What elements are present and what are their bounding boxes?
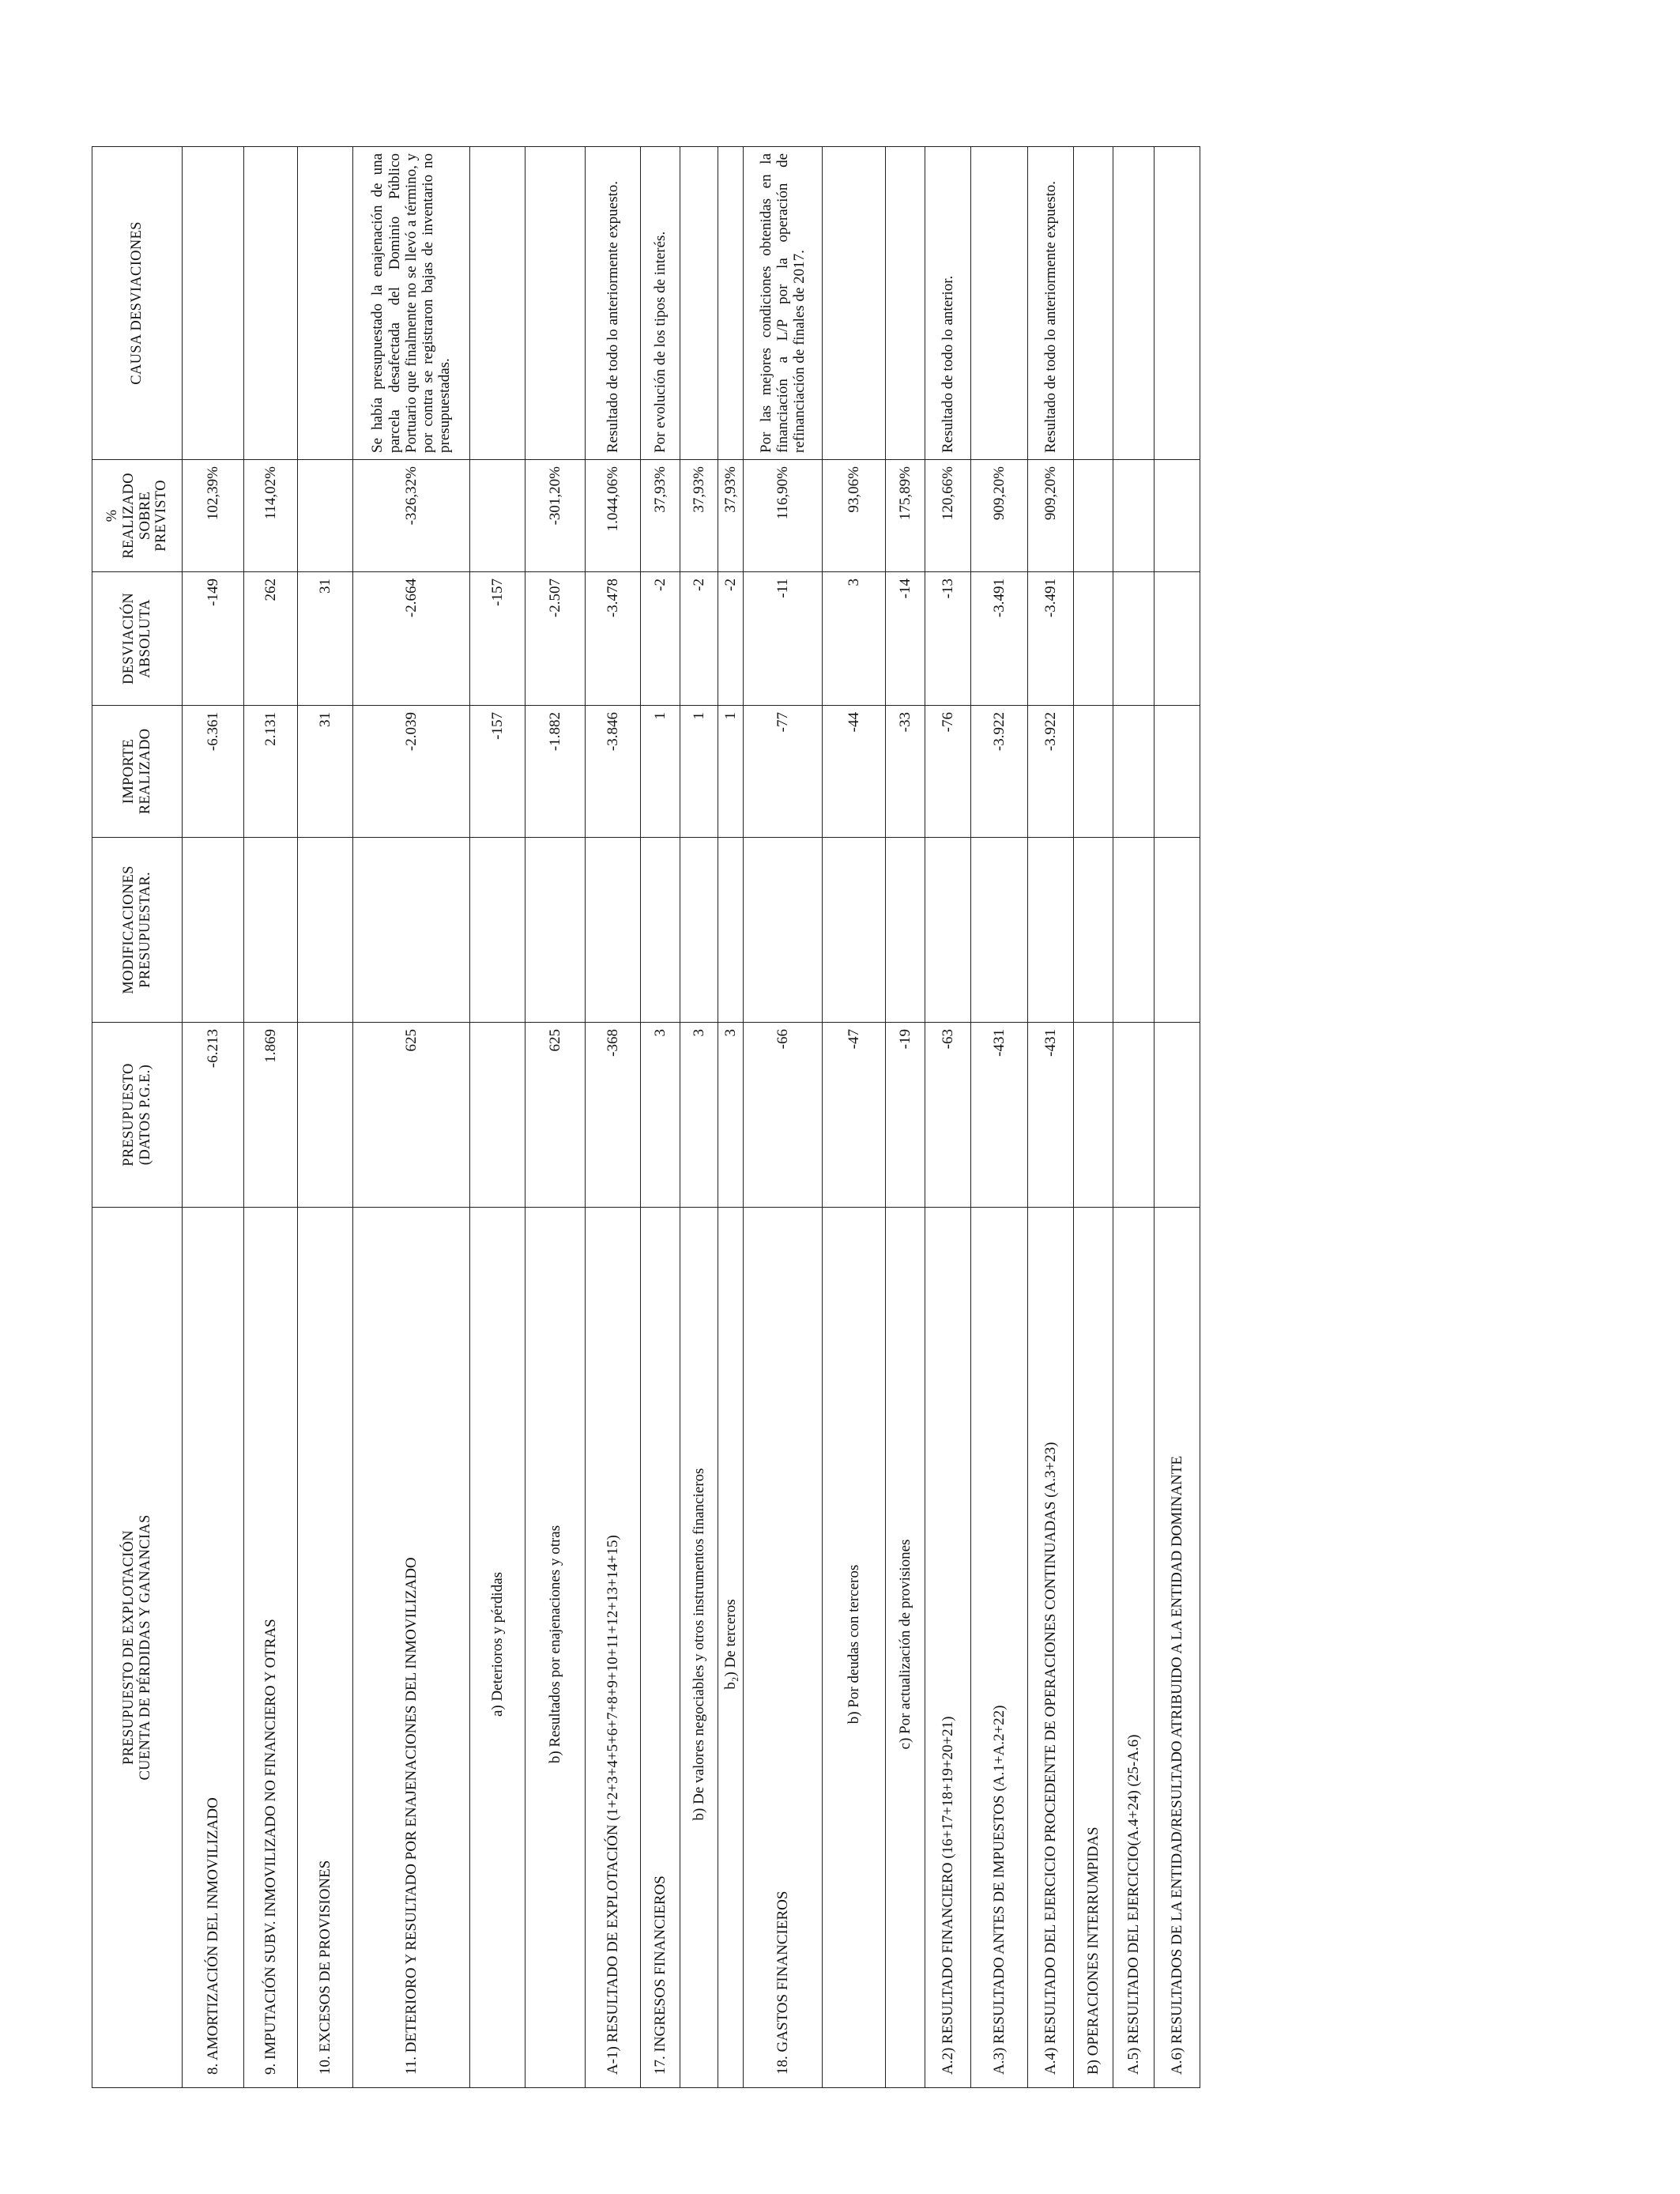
budget-cell: -6.213: [183, 1023, 244, 1208]
realized-cell: 1: [680, 706, 718, 838]
header-modifications-line2: PRESUPUESTAR.: [137, 872, 153, 988]
percent-cell: [1074, 460, 1113, 572]
budget-cell: 1.869: [244, 1023, 298, 1208]
realized-cell: -157: [470, 706, 525, 838]
percent-cell: 909,20%: [971, 460, 1028, 572]
header-cause: CAUSA DESVIACIONES: [92, 147, 183, 460]
realized-cell: -3.922: [1028, 706, 1074, 838]
realized-cell: -3.922: [971, 706, 1028, 838]
percent-cell: 37,93%: [718, 460, 744, 572]
modifications-cell: [925, 838, 971, 1023]
table-row: [183, 147, 244, 2088]
header-percent: [92, 460, 183, 572]
percent-cell: 116,90%: [744, 460, 823, 572]
modifications-cell: [886, 838, 925, 1023]
percent-cell: [298, 460, 353, 572]
deviation-cell: 3: [823, 572, 886, 706]
concept-cell: 18. GASTOS FINANCIEROS: [744, 1208, 823, 2088]
deviation-table: [92, 146, 1200, 2088]
header-percent-line1: % REALIZADO: [104, 473, 137, 559]
concept-cell: A-1) RESULTADO DE EXPLOTACIÓN (1+2+3+4+5+6+7+8+9+10+11+12+13+14+15): [586, 1208, 641, 2088]
modifications-cell: [586, 838, 641, 1023]
percent-cell: 909,20%: [1028, 460, 1074, 572]
deviation-cell: -3.491: [971, 572, 1028, 706]
cause-cell: Resultado de todo lo anteriormente expuesto.: [1028, 147, 1074, 460]
deviation-cell: -2.664: [353, 572, 470, 706]
budget-cell: [1155, 1023, 1200, 1208]
cause-cell: [1113, 147, 1155, 460]
modifications-cell: [298, 838, 353, 1023]
deviation-cell: 31: [298, 572, 353, 706]
table-row: [586, 147, 641, 2088]
deviation-cell: -14: [886, 572, 925, 706]
deviation-cell: -149: [183, 572, 244, 706]
percent-cell: [1113, 460, 1155, 572]
concept-cell: A.4) RESULTADO DEL EJERCICIO PROCEDENTE DE OPERACIONES CONTINUADAS (A.3+23): [1028, 1208, 1074, 2088]
deviation-cell: 262: [244, 572, 298, 706]
deviation-cell: -2.507: [525, 572, 586, 706]
table-row: [925, 147, 971, 2088]
cause-cell: [1155, 147, 1200, 460]
table-body: [183, 147, 1200, 2088]
table-row: [525, 147, 586, 2088]
header-percent-line3: PREVISTO: [153, 480, 170, 552]
realized-cell: -1.882: [525, 706, 586, 838]
modifications-cell: [244, 838, 298, 1023]
concept-cell: b) De valores negociables y otros instrumentos financieros: [680, 1208, 718, 2088]
realized-cell: 2.131: [244, 706, 298, 838]
concept-cell: b) Resultados por enajenaciones y otras: [525, 1208, 586, 2088]
percent-cell: 37,93%: [680, 460, 718, 572]
deviation-cell: -3.491: [1028, 572, 1074, 706]
header-concept-line1: PRESUPUESTO DE EXPLOTACIÓN: [120, 1530, 137, 1765]
header-budget: [92, 1023, 183, 1208]
percent-cell: -326,32%: [353, 460, 470, 572]
realized-cell: 1: [718, 706, 744, 838]
budget-cell: -66: [744, 1023, 823, 1208]
table-row: [1113, 147, 1155, 2088]
header-deviation-line2: ABSOLUTA: [137, 599, 153, 678]
concept-cell: B) OPERACIONES INTERRUMPIDAS: [1074, 1208, 1113, 2088]
concept-cell: 8. AMORTIZACIÓN DEL INMOVILIZADO: [183, 1208, 244, 2088]
budget-cell: 625: [525, 1023, 586, 1208]
budget-cell: -431: [1028, 1023, 1074, 1208]
concept-cell: 9. IMPUTACIÓN SUBV. INMOVILIZADO NO FINANCIERO Y OTRAS: [244, 1208, 298, 2088]
table-row: [971, 147, 1028, 2088]
budget-cell: [1113, 1023, 1155, 1208]
cause-cell: [823, 147, 886, 460]
concept-cell: c) Por actualización de provisiones: [886, 1208, 925, 2088]
header-deviation: [92, 572, 183, 706]
cause-cell: Resultado de todo lo anteriormente expuesto.: [586, 147, 641, 460]
header-concept-line2: CUENTA DE PÉRDIDAS Y GANANCIAS: [137, 1514, 153, 1781]
deviation-cell: -2: [718, 572, 744, 706]
concept-cell: A.6) RESULTADOS DE LA ENTIDAD/RESULTADO ATRIBUIDO A LA ENTIDAD DOMINANTE: [1155, 1208, 1200, 2088]
cause-cell: [183, 147, 244, 460]
cause-cell: [1074, 147, 1113, 460]
table-row: [353, 147, 470, 2088]
modifications-cell: [971, 838, 1028, 1023]
budget-cell: 3: [680, 1023, 718, 1208]
deviation-cell: -157: [470, 572, 525, 706]
header-row: [92, 147, 183, 2088]
percent-cell: [470, 460, 525, 572]
budget-cell: -63: [925, 1023, 971, 1208]
deviation-cell: -3.478: [586, 572, 641, 706]
header-modifications: [92, 838, 183, 1023]
table-row: [744, 147, 823, 2088]
cause-cell: [244, 147, 298, 460]
modifications-cell: [470, 838, 525, 1023]
modifications-cell: [718, 838, 744, 1023]
modifications-cell: [183, 838, 244, 1023]
modifications-cell: [1074, 838, 1113, 1023]
table-row: [1028, 147, 1074, 2088]
budget-cell: -47: [823, 1023, 886, 1208]
budget-cell: [470, 1023, 525, 1208]
header-modifications-line1: MODIFICACIONES: [120, 865, 137, 994]
budget-cell: 3: [718, 1023, 744, 1208]
header-realized-line2: REALIZADO: [137, 728, 153, 815]
concept-cell: a) Deterioros y pérdidas: [470, 1208, 525, 2088]
table-row: [470, 147, 525, 2088]
modifications-cell: [680, 838, 718, 1023]
header-realized-line1: IMPORTE: [120, 738, 137, 805]
cause-cell: [525, 147, 586, 460]
table-row: [680, 147, 718, 2088]
realized-cell: -77: [744, 706, 823, 838]
percent-cell: 102,39%: [183, 460, 244, 572]
modifications-cell: [823, 838, 886, 1023]
budget-cell: -19: [886, 1023, 925, 1208]
realized-cell: [1113, 706, 1155, 838]
cause-cell: [470, 147, 525, 460]
modifications-cell: [353, 838, 470, 1023]
concept-cell: 10. EXCESOS DE PROVISIONES: [298, 1208, 353, 2088]
header-percent-line2: SOBRE: [137, 491, 153, 541]
cause-cell: [680, 147, 718, 460]
percent-cell: 1.044,06%: [586, 460, 641, 572]
table-row: [641, 147, 680, 2088]
realized-cell: -2.039: [353, 706, 470, 838]
budget-cell: -431: [971, 1023, 1028, 1208]
deviation-cell: -13: [925, 572, 971, 706]
concept-cell: A.2) RESULTADO FINANCIERO (16+17+18+19+20+21): [925, 1208, 971, 2088]
modifications-cell: [744, 838, 823, 1023]
deviation-cell: [1155, 572, 1200, 706]
modifications-cell: [1028, 838, 1074, 1023]
budget-cell: 625: [353, 1023, 470, 1208]
budget-cell: -368: [586, 1023, 641, 1208]
concept-cell: b) Por deudas con terceros: [823, 1208, 886, 2088]
cause-cell: [886, 147, 925, 460]
cause-cell: Por evolución de los tipos de interés.: [641, 147, 680, 460]
header-budget-line2: (DATOS P.G.E.): [137, 1064, 153, 1166]
concept-cell: b₂) De terceros: [718, 1208, 744, 2088]
percent-cell: 93,06%: [823, 460, 886, 572]
concept-cell: 17. INGRESOS FINANCIEROS: [641, 1208, 680, 2088]
realized-cell: 31: [298, 706, 353, 838]
header-concept: [92, 1208, 183, 2088]
percent-cell: 114,02%: [244, 460, 298, 572]
realized-cell: -33: [886, 706, 925, 838]
percent-cell: [1155, 460, 1200, 572]
header-budget-line1: PRESUPUESTO: [120, 1063, 137, 1167]
concept-cell: A.3) RESULTADO ANTES DE IMPUESTOS (A.1+A.2+22): [971, 1208, 1028, 2088]
deviation-cell: -2: [641, 572, 680, 706]
deviation-cell: [1074, 572, 1113, 706]
cause-cell: [298, 147, 353, 460]
cause-cell: Se había presupuestado la enajenación de una parcela desafectada del Dominio Público Portuario que finalmente no se llevó a término, y por contra se registraron bajas de inventario no presupuestadas.: [353, 147, 470, 460]
table-row: [298, 147, 353, 2088]
realized-cell: -6.361: [183, 706, 244, 838]
table-row: [886, 147, 925, 2088]
header-realized: [92, 706, 183, 838]
deviation-cell: [1113, 572, 1155, 706]
header-deviation-line1: DESVIACIÓN: [120, 592, 137, 685]
cause-cell: [971, 147, 1028, 460]
table-row: [823, 147, 886, 2088]
cause-cell: Por las mejores condiciones obtenidas en la financiación a L/P por la operación de refinanciación de finales de 2017.: [744, 147, 823, 460]
deviation-cell: -2: [680, 572, 718, 706]
budget-cell: [1074, 1023, 1113, 1208]
modifications-cell: [525, 838, 586, 1023]
percent-cell: 37,93%: [641, 460, 680, 572]
realized-cell: -3.846: [586, 706, 641, 838]
table-row: [718, 147, 744, 2088]
modifications-cell: [1155, 838, 1200, 1023]
rotated-table-container: [92, 147, 1192, 2088]
concept-cell: 11. DETERIORO Y RESULTADO POR ENAJENACIONES DEL INMOVILIZADO: [353, 1208, 470, 2088]
deviation-cell: -11: [744, 572, 823, 706]
table-row: [1074, 147, 1113, 2088]
cause-cell: [718, 147, 744, 460]
realized-cell: -76: [925, 706, 971, 838]
percent-cell: 120,66%: [925, 460, 971, 572]
concept-cell: A.5) RESULTADO DEL EJERCICIO(A.4+24) (25-A.6): [1113, 1208, 1155, 2088]
percent-cell: 175,89%: [886, 460, 925, 572]
percent-cell: -301,20%: [525, 460, 586, 572]
table-row: [1155, 147, 1200, 2088]
realized-cell: [1155, 706, 1200, 838]
realized-cell: 1: [641, 706, 680, 838]
budget-cell: 3: [641, 1023, 680, 1208]
modifications-cell: [1113, 838, 1155, 1023]
table-row: [244, 147, 298, 2088]
cause-cell: Resultado de todo lo anterior.: [925, 147, 971, 460]
realized-cell: -44: [823, 706, 886, 838]
realized-cell: [1074, 706, 1113, 838]
modifications-cell: [641, 838, 680, 1023]
budget-cell: [298, 1023, 353, 1208]
